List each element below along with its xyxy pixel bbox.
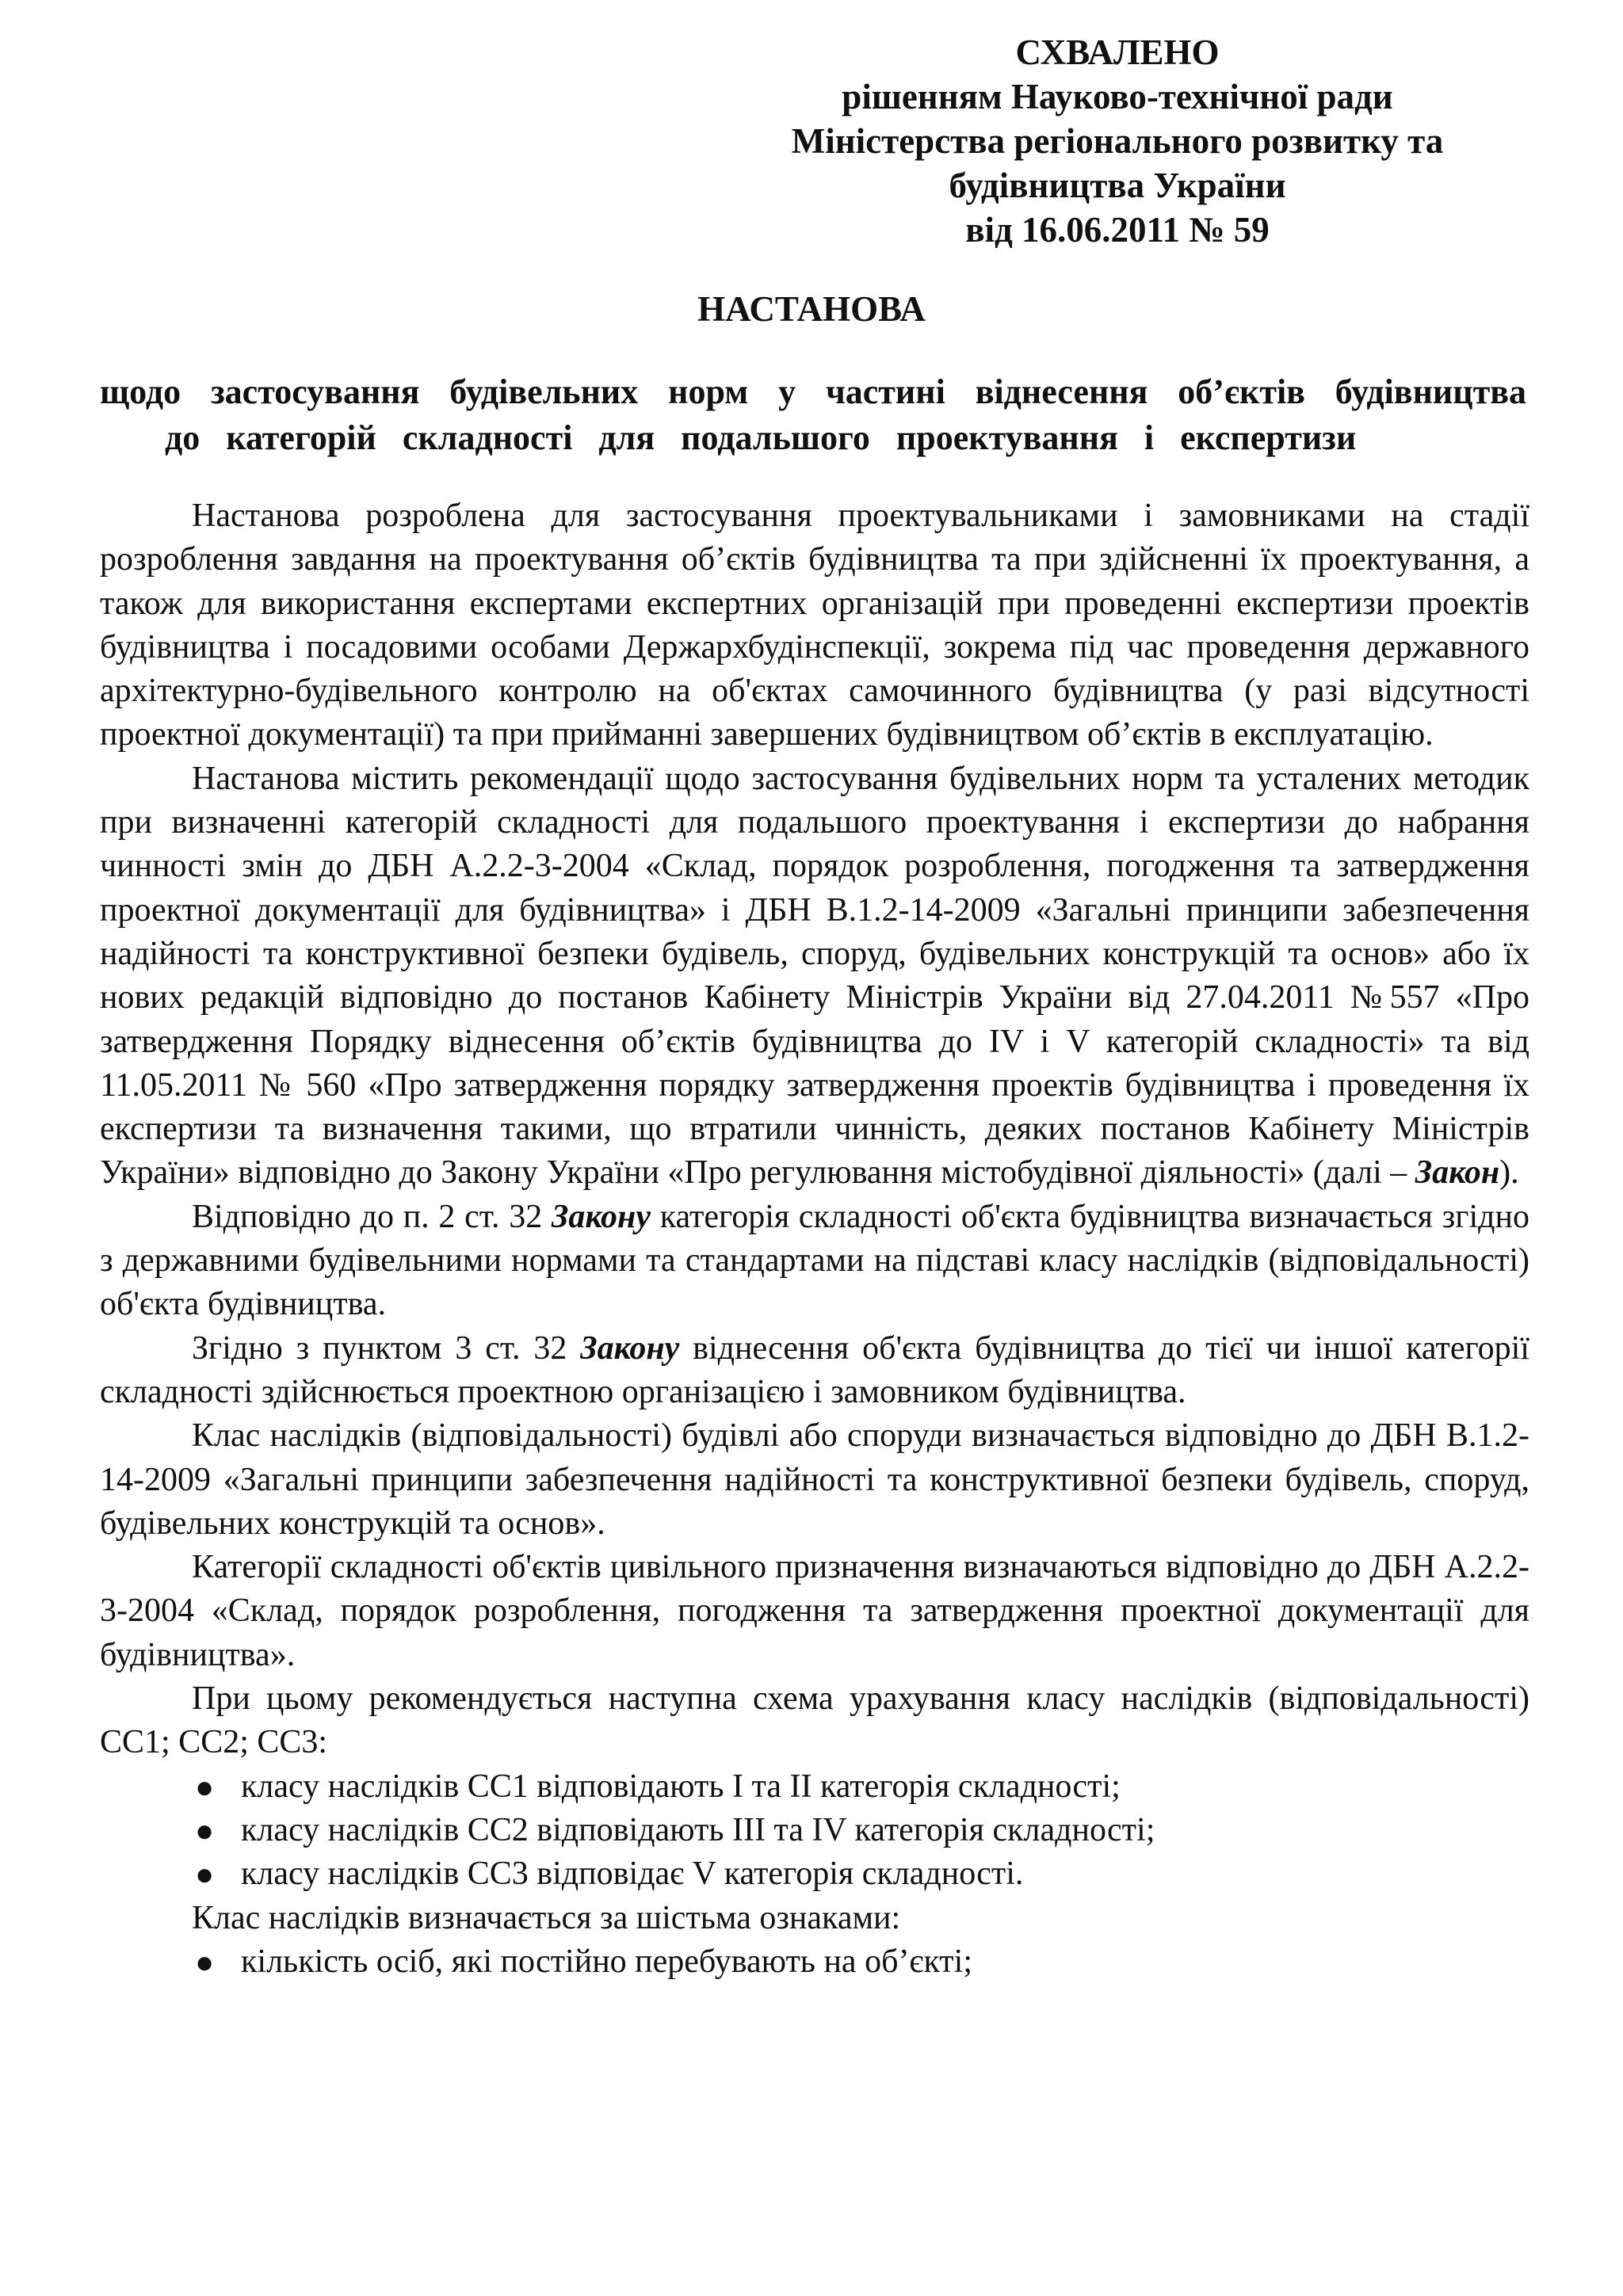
subtitle-line-1: щодо застосування будівельних норм у частині віднесення об’єктів будівництва — [100, 372, 1526, 411]
paragraph-article-32-2 — [100, 1196, 1529, 1327]
list-item — [195, 1765, 1529, 1809]
paragraph-article-32-3-tail: віднесення об'єкта будівництва до тієї чи іншої категорії складності здійснюється проектною організацією і замовником будівництва. — [100, 1329, 1529, 1410]
paragraph-scheme-intro: При цьому рекомендується наступна схема урахування класу наслідків (відповідальності) СС1; СС2; СС3: — [100, 1680, 1529, 1761]
paragraph-article-32-3-text: Згідно з пунктом 3 ст. 32 — [192, 1329, 581, 1367]
paragraph-contents-text: Настанова містить рекомендації щодо застосування будівельних норм та усталених методик при визначенні категорій складності для подальшого проектування і експертизи до набрання чинності змін до ДБН А.2.2-3-2004 «Склад, порядок розроблення, погодження та затвердження проектної документації для будівництва» і ДБН В.1.2-14-2009 «Загальні принципи забезпечення надійності та конструктивної безпеки будівель, споруд, будівельних конструкцій та основ» або їх нових редакцій відповідно до постанов Кабінету Міністрів України від 27.04.2011 №557 «Про затвердження Порядку віднесення об’єктів будівництва до IV і V категорій складності» та від 11.05.2011 № 560 «Про затвердження порядку затвердження проектів будівництва і проведення їх експертизи та визначення такими, що втратили чинність, деяких постанов Кабінету Міністрів України» відповідно до Закону України «Про регулювання містобудівної діяльності» (далі – — [100, 760, 1530, 1192]
paragraph-contents-tail: ). — [1499, 1154, 1519, 1192]
document-body — [100, 494, 1529, 1984]
paragraph-consequence-class: Клас наслідків (відповідальності) будівлі або споруди визначається відповідно до ДБН В.1.2-14-2009 «Загальні принципи забезпечення надійності та конструктивної безпеки будівель, споруд, будівельних конструкцій та основ». — [100, 1417, 1529, 1542]
law-reference: Закон — [1415, 1154, 1500, 1192]
list-item — [195, 1809, 1529, 1852]
bullet-icon: ● — [195, 1856, 215, 1893]
approval-ministry-cont: будівництва України — [949, 166, 1286, 205]
document-title: НАСТАНОВА — [697, 289, 926, 329]
paragraph-complexity-categories: Категорії складності об'єктів цивільного призначення визначаються відповідно до ДБН А.2.2-3-2004 «Склад, порядок розроблення, погодження та затвердження проектної документації для будівництва». — [100, 1549, 1529, 1673]
paragraph-article-32-2-text: Відповідно до п. 2 ст. 32 — [192, 1198, 552, 1235]
approval-heading: СХВАЛЕНО — [1015, 32, 1220, 72]
bullet-icon: ● — [195, 1943, 215, 1980]
list-item — [195, 1940, 1529, 1984]
subtitle-line-2: до категорій складності для подальшого проектування і експертизи — [165, 418, 1357, 457]
list-item — [195, 1852, 1529, 1896]
bullet-icon: ● — [195, 1768, 215, 1805]
paragraph-article-32-3 — [100, 1327, 1529, 1415]
paragraph-purpose: Настанова розроблена для застосування проектувальниками і замовниками на стадії розроблення завдання на проектування об’єктів будівництва та при здійсненні їх проектування, а також для використання експертами експертних організацій при проведенні експертизи проектів будівництва і посадовими особами Держархбудінспекції, зокрема під час проведення державного архітектурно-будівельного контролю на об'єктах самочинного будівництва (у разі відсутності проектної документації) та при прийманні завершених будівництвом об’єктів в експлуатацію. — [100, 498, 1529, 753]
paragraph-criteria-intro: Клас наслідків визначається за шістьма ознаками: — [192, 1899, 901, 1936]
list-item-text: кількість осіб, які постійно перебувають на об’єкті; — [241, 1943, 972, 1980]
document-subtitle — [100, 369, 1526, 461]
bullet-icon: ● — [195, 1812, 215, 1848]
approval-date: від 16.06.2011 № 59 — [965, 210, 1270, 250]
list-item-text: класу наслідків СС2 відповідають ІІІ та IV категорія складності; — [241, 1811, 1155, 1848]
list-item-text: класу наслідків СС3 відповідає V категорія складності. — [241, 1855, 1024, 1893]
law-reference: Закону — [551, 1198, 651, 1235]
scheme-list — [100, 1765, 1529, 1897]
paragraph-article-32-2-tail: категорія складності об'єкта будівництва визначається згідно з державними будівельними нормами та стандартами на підставі класу наслідків (відповідальності) об'єкта будівництва. — [100, 1198, 1529, 1323]
approval-decision: рішенням Науково-технічної ради — [842, 77, 1393, 116]
list-item-text: класу наслідків СС1 відповідають І та ІІ категорія складності; — [241, 1768, 1121, 1805]
approval-stamp — [697, 30, 1537, 252]
paragraph-contents — [100, 757, 1529, 1196]
law-reference: Закону — [580, 1329, 680, 1367]
approval-ministry: Міністерства регіонального розвитку та — [791, 121, 1444, 161]
criteria-list — [100, 1940, 1529, 1984]
